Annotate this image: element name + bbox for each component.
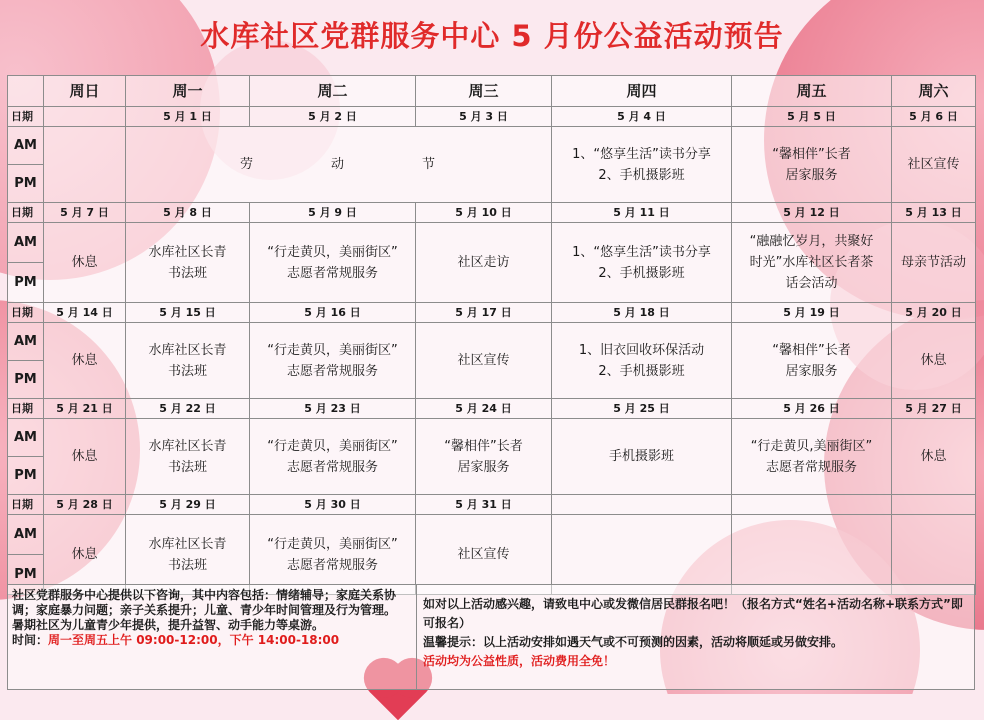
date-cell: 5 月 4 日	[552, 107, 732, 127]
date-cell: 5 月 28 日	[44, 495, 126, 515]
date-cell: 5 月 16 日	[250, 303, 416, 323]
date-cell: 5 月 8 日	[126, 203, 250, 223]
pm-label: PM	[8, 263, 44, 303]
weekday-header: 周二	[250, 76, 416, 107]
date-cell: 5 月 23 日	[250, 399, 416, 419]
date-cell: 5 月 15 日	[126, 303, 250, 323]
activity-cell	[552, 515, 732, 595]
activity-cell: 水库社区长青 书法班	[126, 515, 250, 595]
date-cell: 5 月 25 日	[552, 399, 732, 419]
activity-cell: 休息	[44, 323, 126, 399]
activity-cell: “行走黄贝,美丽街区” 志愿者常规服务	[732, 419, 892, 495]
am-label: AM	[8, 515, 44, 555]
schedule-table	[7, 75, 976, 595]
activity-cell	[732, 515, 892, 595]
date-cell: 5 月 17 日	[416, 303, 552, 323]
activity-cell: 1、旧衣回收环保活动 2、手机摄影班	[552, 323, 732, 399]
date-cell: 5 月 21 日	[44, 399, 126, 419]
festival-char: 劳	[239, 157, 255, 172]
activity-cell: “行走黄贝，美丽街区” 志愿者常规服务	[250, 223, 416, 303]
activity-cell	[892, 515, 976, 595]
activity-cell: “馨相伴”长者 居家服务	[732, 127, 892, 203]
notes-section	[7, 584, 975, 690]
date-cell: 5 月 19 日	[732, 303, 892, 323]
activity-cell: 休息	[44, 419, 126, 495]
date-cell	[732, 495, 892, 515]
date-cell	[892, 495, 976, 515]
consulting-text: 社区党群服务中心提供以下咨询，其中内容包括：情绪辅导；家庭关系协调；家庭暴力问题；亲子关系提升；儿童、青少年时间管理及行为管理。 暑期社区为儿童青少年提供，提升益智、动手能力等桌游。	[12, 588, 397, 632]
date-cell: 5 月 12 日	[732, 203, 892, 223]
date-label: 日期	[8, 399, 44, 419]
weekday-header: 周六	[892, 76, 976, 107]
activity-cell: 1、“悠享生活”读书分享 2、手机摄影班	[552, 223, 732, 303]
weekday-header: 周五	[732, 76, 892, 107]
date-cell: 5 月 1 日	[126, 107, 250, 127]
activity-cell: 休息	[44, 223, 126, 303]
activity-cell: “馨相伴”长者 居家服务	[416, 419, 552, 495]
consulting-info	[8, 585, 417, 689]
date-cell: 5 月 9 日	[250, 203, 416, 223]
signup-info	[417, 585, 974, 689]
activity-cell: 水库社区长青 书法班	[126, 223, 250, 303]
service-hours	[12, 633, 412, 648]
pm-label: PM	[8, 361, 44, 399]
activity-cell: 休息	[892, 323, 976, 399]
activity-cell: 社区宣传	[416, 515, 552, 595]
activity-cell: 休息	[892, 419, 976, 495]
date-cell: 5 月 22 日	[126, 399, 250, 419]
activity-cell: 手机摄影班	[552, 419, 732, 495]
signup-text: 如对以上活动感兴趣，请致电中心或发微信居民群报名吧！（报名方式“姓名+活动名称+联系方式”即可报名）	[423, 597, 963, 630]
date-cell: 5 月 5 日	[732, 107, 892, 127]
date-label: 日期	[8, 495, 44, 515]
pm-label: PM	[8, 457, 44, 495]
hours-value: 周一至周五上午 09:00-12:00，下午 14:00-18:00	[48, 633, 340, 647]
page-title: 水库社区党群服务中心 5 月份公益活动预告	[200, 19, 784, 53]
activity-cell: 1、“悠享生活”读书分享 2、手机摄影班	[552, 127, 732, 203]
pm-label: PM	[8, 165, 44, 203]
date-row	[8, 107, 976, 127]
free-notice: 活动均为公益性质，活动费用全免！	[423, 654, 616, 668]
date-cell: 5 月 31 日	[416, 495, 552, 515]
date-row	[8, 303, 976, 323]
date-cell: 5 月 13 日	[892, 203, 976, 223]
weekday-header: 周三	[416, 76, 552, 107]
am-row	[8, 419, 976, 457]
date-cell: 5 月 30 日	[250, 495, 416, 515]
activity-cell: “行走黄贝，美丽街区” 志愿者常规服务	[250, 323, 416, 399]
am-label: AM	[8, 419, 44, 457]
date-cell: 5 月 3 日	[416, 107, 552, 127]
date-row	[8, 203, 976, 223]
activity-cell: 社区走访	[416, 223, 552, 303]
activity-cell: 水库社区长青 书法班	[126, 323, 250, 399]
am-label: AM	[8, 323, 44, 361]
date-cell: 5 月 29 日	[126, 495, 250, 515]
date-label: 日期	[8, 203, 44, 223]
activity-cell: “融融忆岁月，共聚好 时光”水库社区长者茶 话会活动	[732, 223, 892, 303]
date-row	[8, 399, 976, 419]
weekday-header: 周日	[44, 76, 126, 107]
date-cell	[552, 495, 732, 515]
date-cell: 5 月 24 日	[416, 399, 552, 419]
date-cell: 5 月 18 日	[552, 303, 732, 323]
corner-cell	[8, 76, 44, 107]
weekday-header: 周四	[552, 76, 732, 107]
activity-cell: 社区宣传	[892, 127, 976, 203]
pm-label: PM	[8, 555, 44, 595]
date-label: 日期	[8, 107, 44, 127]
am-label: AM	[8, 127, 44, 165]
activity-cell: “行走黄贝，美丽街区” 志愿者常规服务	[250, 419, 416, 495]
am-row	[8, 323, 976, 361]
activity-cell: “馨相伴”长者 居家服务	[732, 323, 892, 399]
weekday-header-row	[8, 76, 976, 107]
date-cell: 5 月 20 日	[892, 303, 976, 323]
activity-cell: 社区宣传	[416, 323, 552, 399]
date-cell: 5 月 2 日	[250, 107, 416, 127]
empty-cell	[44, 127, 126, 203]
am-row	[8, 515, 976, 555]
date-cell: 5 月 7 日	[44, 203, 126, 223]
date-row	[8, 495, 976, 515]
date-label: 日期	[8, 303, 44, 323]
date-cell	[44, 107, 126, 127]
festival-char: 动	[330, 157, 346, 172]
am-row	[8, 223, 976, 263]
date-cell: 5 月 10 日	[416, 203, 552, 223]
weekday-header: 周一	[126, 76, 250, 107]
date-cell: 5 月 27 日	[892, 399, 976, 419]
activity-cell: “行走黄贝，美丽街区” 志愿者常规服务	[250, 515, 416, 595]
date-cell: 5 月 6 日	[892, 107, 976, 127]
am-row	[8, 127, 976, 165]
date-cell: 5 月 11 日	[552, 203, 732, 223]
am-label: AM	[8, 223, 44, 263]
date-cell: 5 月 26 日	[732, 399, 892, 419]
activity-cell: 休息	[44, 515, 126, 595]
reminder-text: 温馨提示：以上活动安排如遇天气或不可预测的因素，活动将顺延或另做安排。	[423, 635, 844, 649]
activity-cell: 母亲节活动	[892, 223, 976, 303]
labor-day-cell	[126, 127, 552, 203]
hours-label: 时间：	[12, 633, 49, 647]
date-cell: 5 月 14 日	[44, 303, 126, 323]
activity-cell: 水库社区长青 书法班	[126, 419, 250, 495]
festival-char: 节	[422, 157, 438, 172]
